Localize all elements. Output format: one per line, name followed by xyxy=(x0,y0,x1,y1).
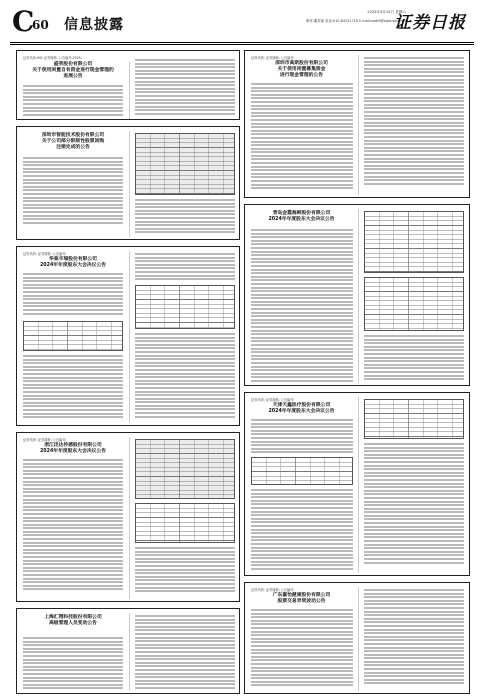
notice-body-left xyxy=(251,609,353,688)
notice-title: 盛荣股份有限公司 关于使用闲置自有资金进行现金管理的 进展公告 xyxy=(32,62,114,79)
notice-title: 青岛金霞海鲜股份有限公司 2024年年度股东大会决议公告 xyxy=(268,211,335,222)
notice-body-left xyxy=(23,459,123,592)
notice-body-right xyxy=(135,253,235,282)
notice-title: 深圳市智能技术股份有限公司 关于公司部分限制性股票回购 注销完成的公告 xyxy=(41,133,105,150)
notice-codes: 证券代码: 证券简称: 公告编号: xyxy=(23,438,67,442)
notice-body-right xyxy=(364,443,464,565)
notice-body-right xyxy=(135,615,235,690)
notice-body-left-2 xyxy=(251,489,353,572)
data-table xyxy=(364,277,464,331)
notice-box-2 xyxy=(16,126,240,240)
notice-body-right xyxy=(364,335,464,382)
notice-body-left xyxy=(251,419,353,455)
notice-body-left xyxy=(251,83,353,191)
notice-body-right xyxy=(135,547,235,594)
contact-line: 制作:董美丽 电话:010-83251716 E-mail:zqrb9@zqrb.sina.net xyxy=(305,19,406,23)
notice-codes: 证券代码: 证券简称: 公告编号: xyxy=(251,56,295,60)
notice-box-3 xyxy=(16,246,240,426)
notice-body-left xyxy=(251,229,353,384)
notice-codes: 证券代码: 证券简称: 公告编号: xyxy=(251,588,295,592)
notice-title: 上海汇翔科技股份有限公司 高级管理人员变动公告 xyxy=(44,615,102,626)
data-table xyxy=(135,285,235,329)
data-table xyxy=(135,439,235,499)
notice-body-left xyxy=(23,637,123,691)
notice-body-left xyxy=(23,273,123,316)
notice-title: 浙江迅达传感股份有限公司 2024年年度股东大会决议公告 xyxy=(39,443,107,454)
notice-body-left xyxy=(23,157,123,225)
data-table xyxy=(251,457,353,485)
notice-body-right xyxy=(135,199,235,235)
notice-box-7 xyxy=(244,204,470,386)
notice-title: 深圳市高斯股份有限公司 关于使用闲置募集资金 进行现金管理的公告 xyxy=(275,61,328,78)
data-table xyxy=(135,133,235,195)
header-rule xyxy=(10,42,474,43)
notice-codes: 证券代码: 证券简称: 公告编号: xyxy=(23,252,67,256)
notice-title: 天津天鑫医疗股份有限公司 2024年年度股东大会决议公告 xyxy=(268,403,335,414)
notice-title: 广东嘉怡健康股份有限公司 股票交易异常波动公告 xyxy=(272,593,331,604)
data-table xyxy=(23,321,123,351)
notice-box-1 xyxy=(16,50,240,120)
header-rule-thin xyxy=(10,44,474,45)
data-table xyxy=(364,211,464,273)
notice-body-right xyxy=(364,57,464,186)
notice-body-left xyxy=(23,85,123,117)
page-number: 60 xyxy=(32,18,49,32)
notice-box-9 xyxy=(244,582,470,694)
notice-codes: 证券代码:002 证券简称: 公告编号:2025- xyxy=(23,56,82,60)
section-title: 信息披露 xyxy=(64,17,124,33)
notice-body-left-2 xyxy=(23,355,123,420)
notice-codes: 证券代码: 证券简称: 公告编号: xyxy=(251,398,295,402)
date-line: 2025年3月24日 星期六 xyxy=(367,10,406,14)
notice-body-right xyxy=(364,589,464,686)
notice-body-right xyxy=(135,59,235,117)
notice-title: 华泰丰瑞股份有限公司 2024年年度股东大会决议公告 xyxy=(39,257,107,268)
notice-body-right-2 xyxy=(135,333,235,419)
newspaper-logo: 证券日报 xyxy=(394,13,466,33)
notice-box-6 xyxy=(244,50,470,198)
notice-box-8 xyxy=(244,392,470,576)
data-table xyxy=(364,399,464,439)
page-letter: C xyxy=(12,5,35,38)
notice-box-5 xyxy=(16,608,240,694)
notice-box-4 xyxy=(16,432,240,602)
masthead xyxy=(10,6,474,40)
data-table xyxy=(135,503,235,543)
